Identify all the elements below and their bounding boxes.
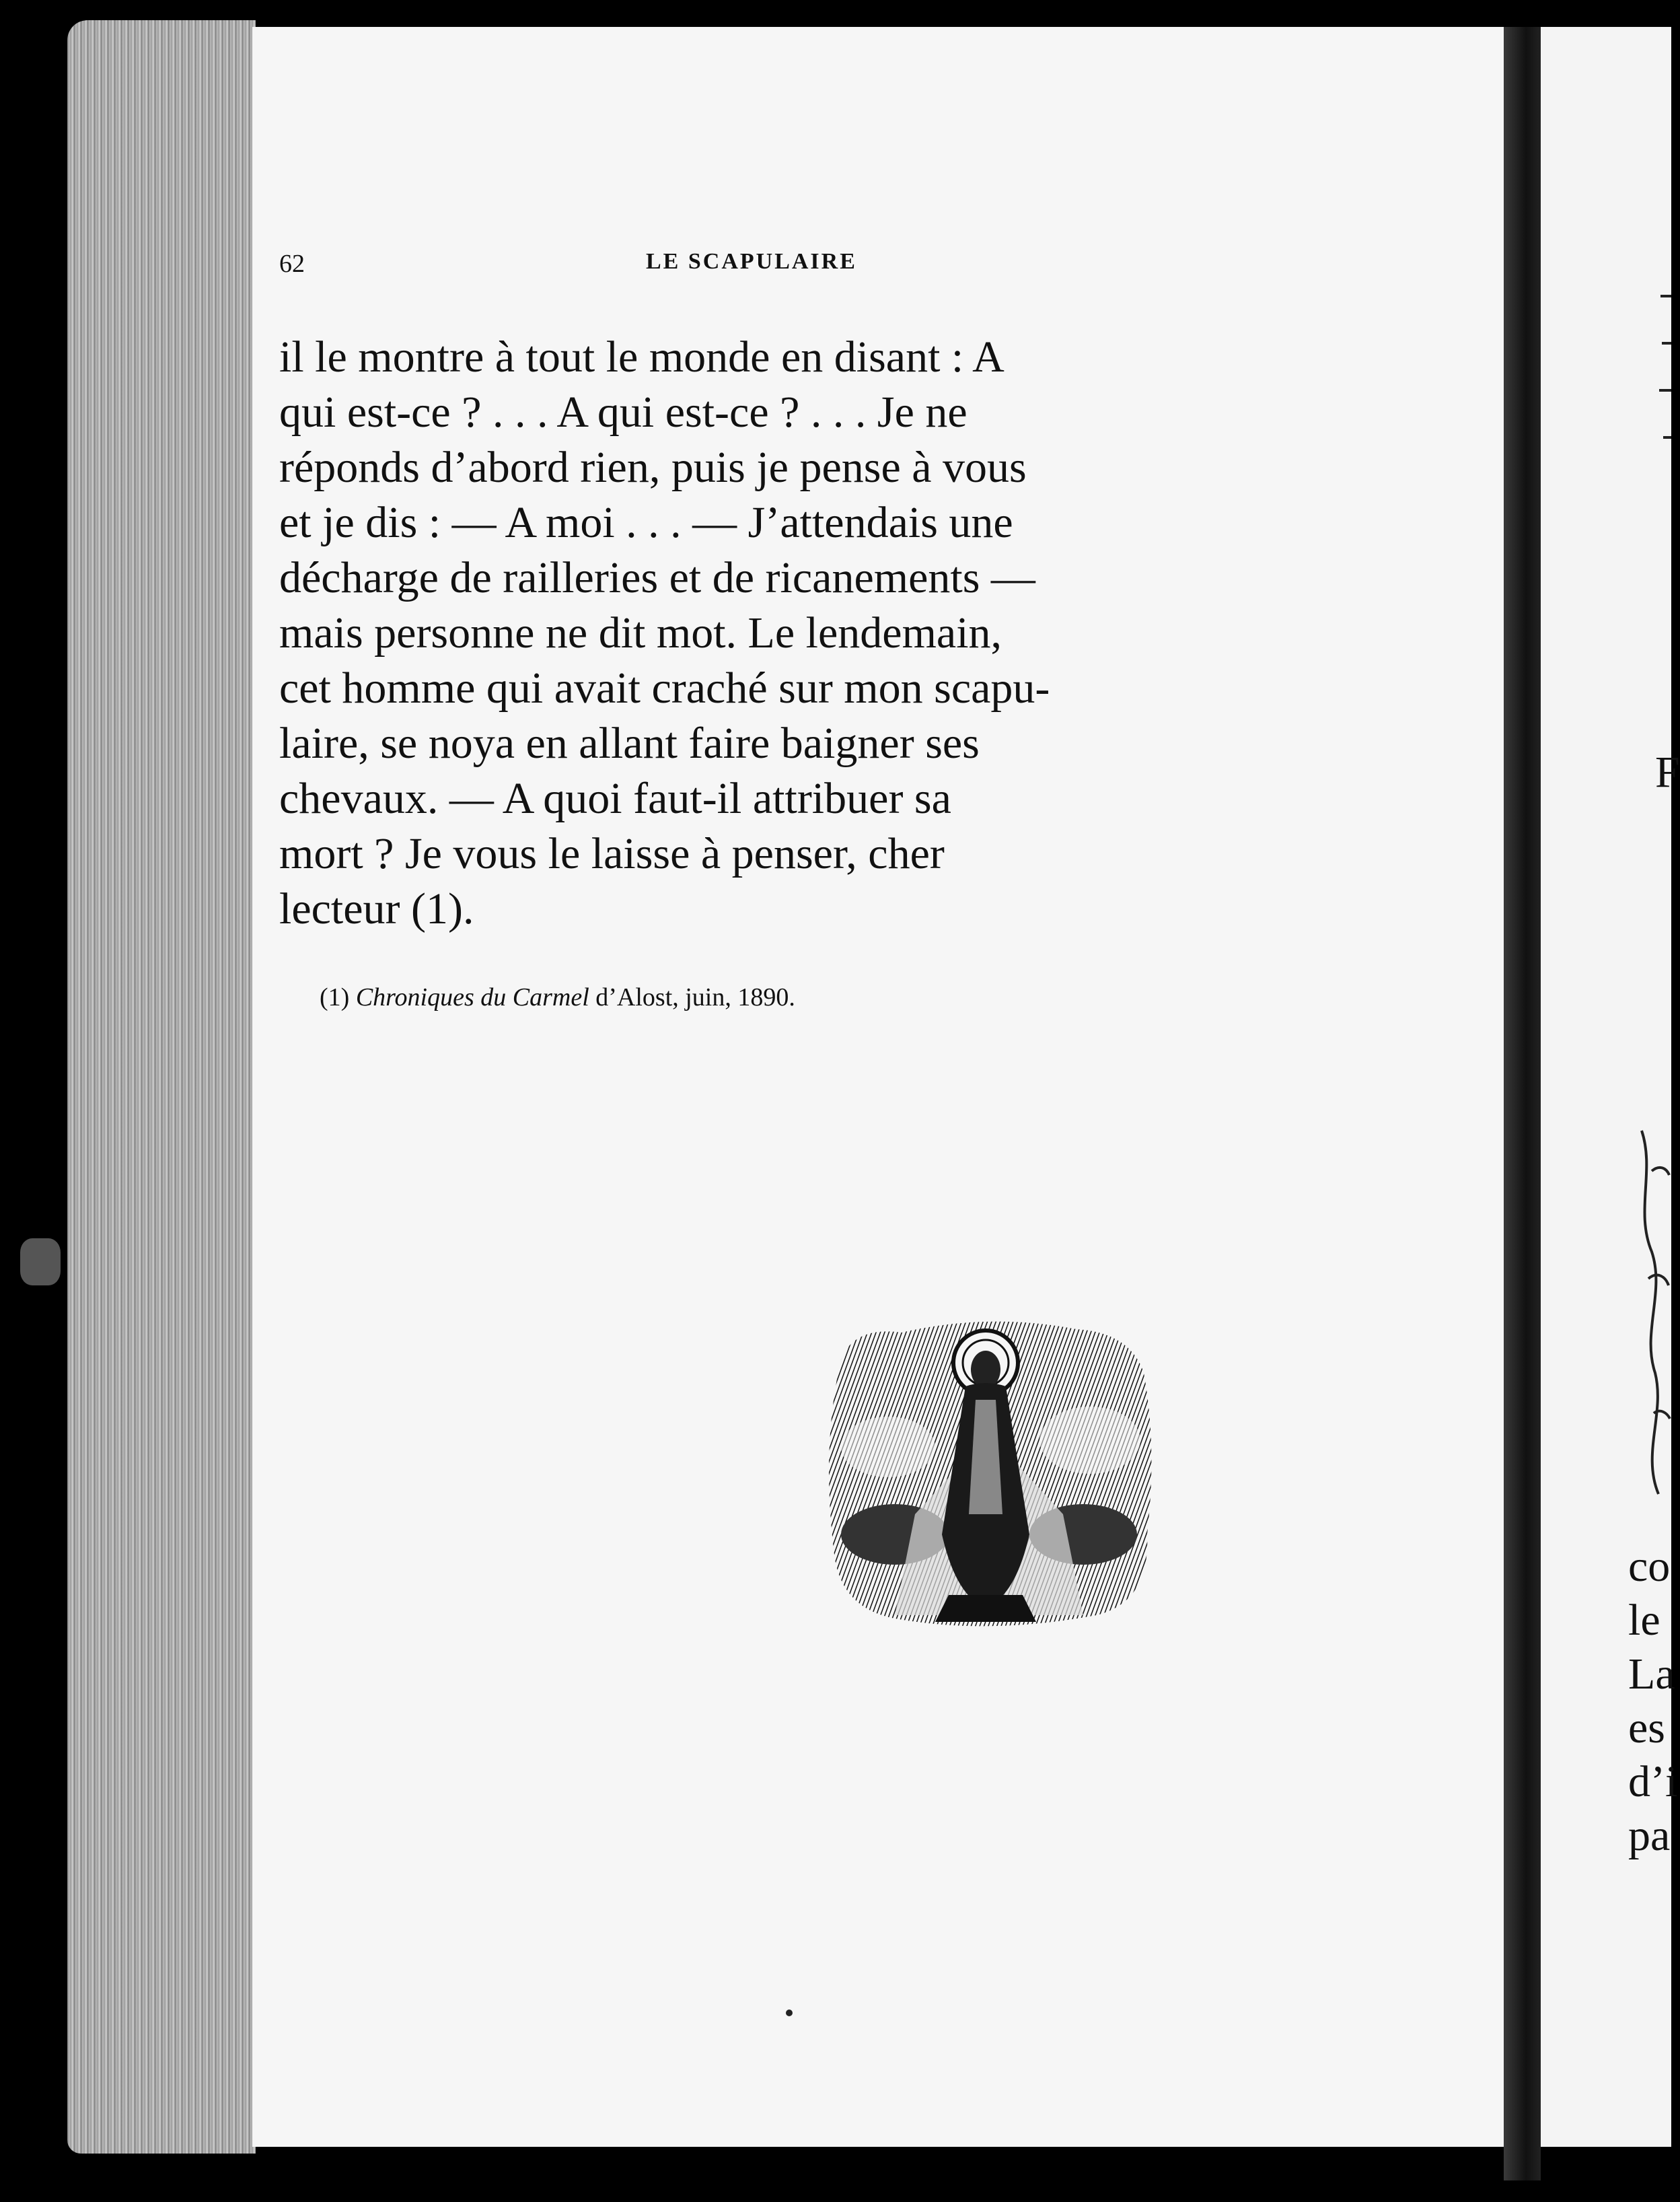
right-page-text-fragment: le [1628,1596,1660,1645]
body-line: décharge de railleries et de ricanements — [279,553,1035,602]
right-page-text-fragment: d’i [1628,1757,1678,1806]
body-line: chevaux. — A quoi faut-il attribuer sa [279,774,951,823]
body-line: cet homme qui avait craché sur mon scapu- [279,664,1050,713]
body-line: mort ? Je vous le laisse à penser, cher [279,829,945,878]
body-line: réponds d’abord rien, puis je pense à vous [279,443,1027,492]
page-edges [67,20,256,2154]
right-page-text-fragment: co [1628,1542,1671,1591]
book-gutter [1504,27,1541,2180]
madonna-vignette [814,1312,1164,1635]
footnote-marker: (1) [320,983,350,1011]
body-line: laire, se noya en allant faire baigner ses [279,719,980,768]
page-header [279,249,1127,289]
right-page-text-fragment: es [1628,1703,1665,1752]
right-page-text-fragment: pa [1628,1811,1671,1860]
body-line: mais personne ne dit mot. Le lendemain, [279,608,1002,658]
body-line: lecteur (1). [279,884,474,933]
footnote-source-title: Chroniques du Carmel [355,983,589,1011]
body-text [279,330,1134,937]
right-page-text-fragment: F [1655,748,1680,797]
running-title: LE SCAPULAIRE [646,249,857,274]
footnote [320,983,1194,1012]
page-number: 62 [279,250,305,278]
body-line: et je dis : — A moi . . . — J’attendais une [279,498,1013,547]
page-damage [20,1238,61,1285]
ink-speck [786,2010,793,2016]
right-page-text-fragment: La [1628,1649,1675,1699]
body-line: il le montre à tout le monde en disant : A [279,332,1005,382]
footnote-rest: d’Alost, juin, 1890. [595,983,795,1011]
body-line: qui est-ce ? . . . A qui est-ce ? . . . Je ne [279,388,967,437]
